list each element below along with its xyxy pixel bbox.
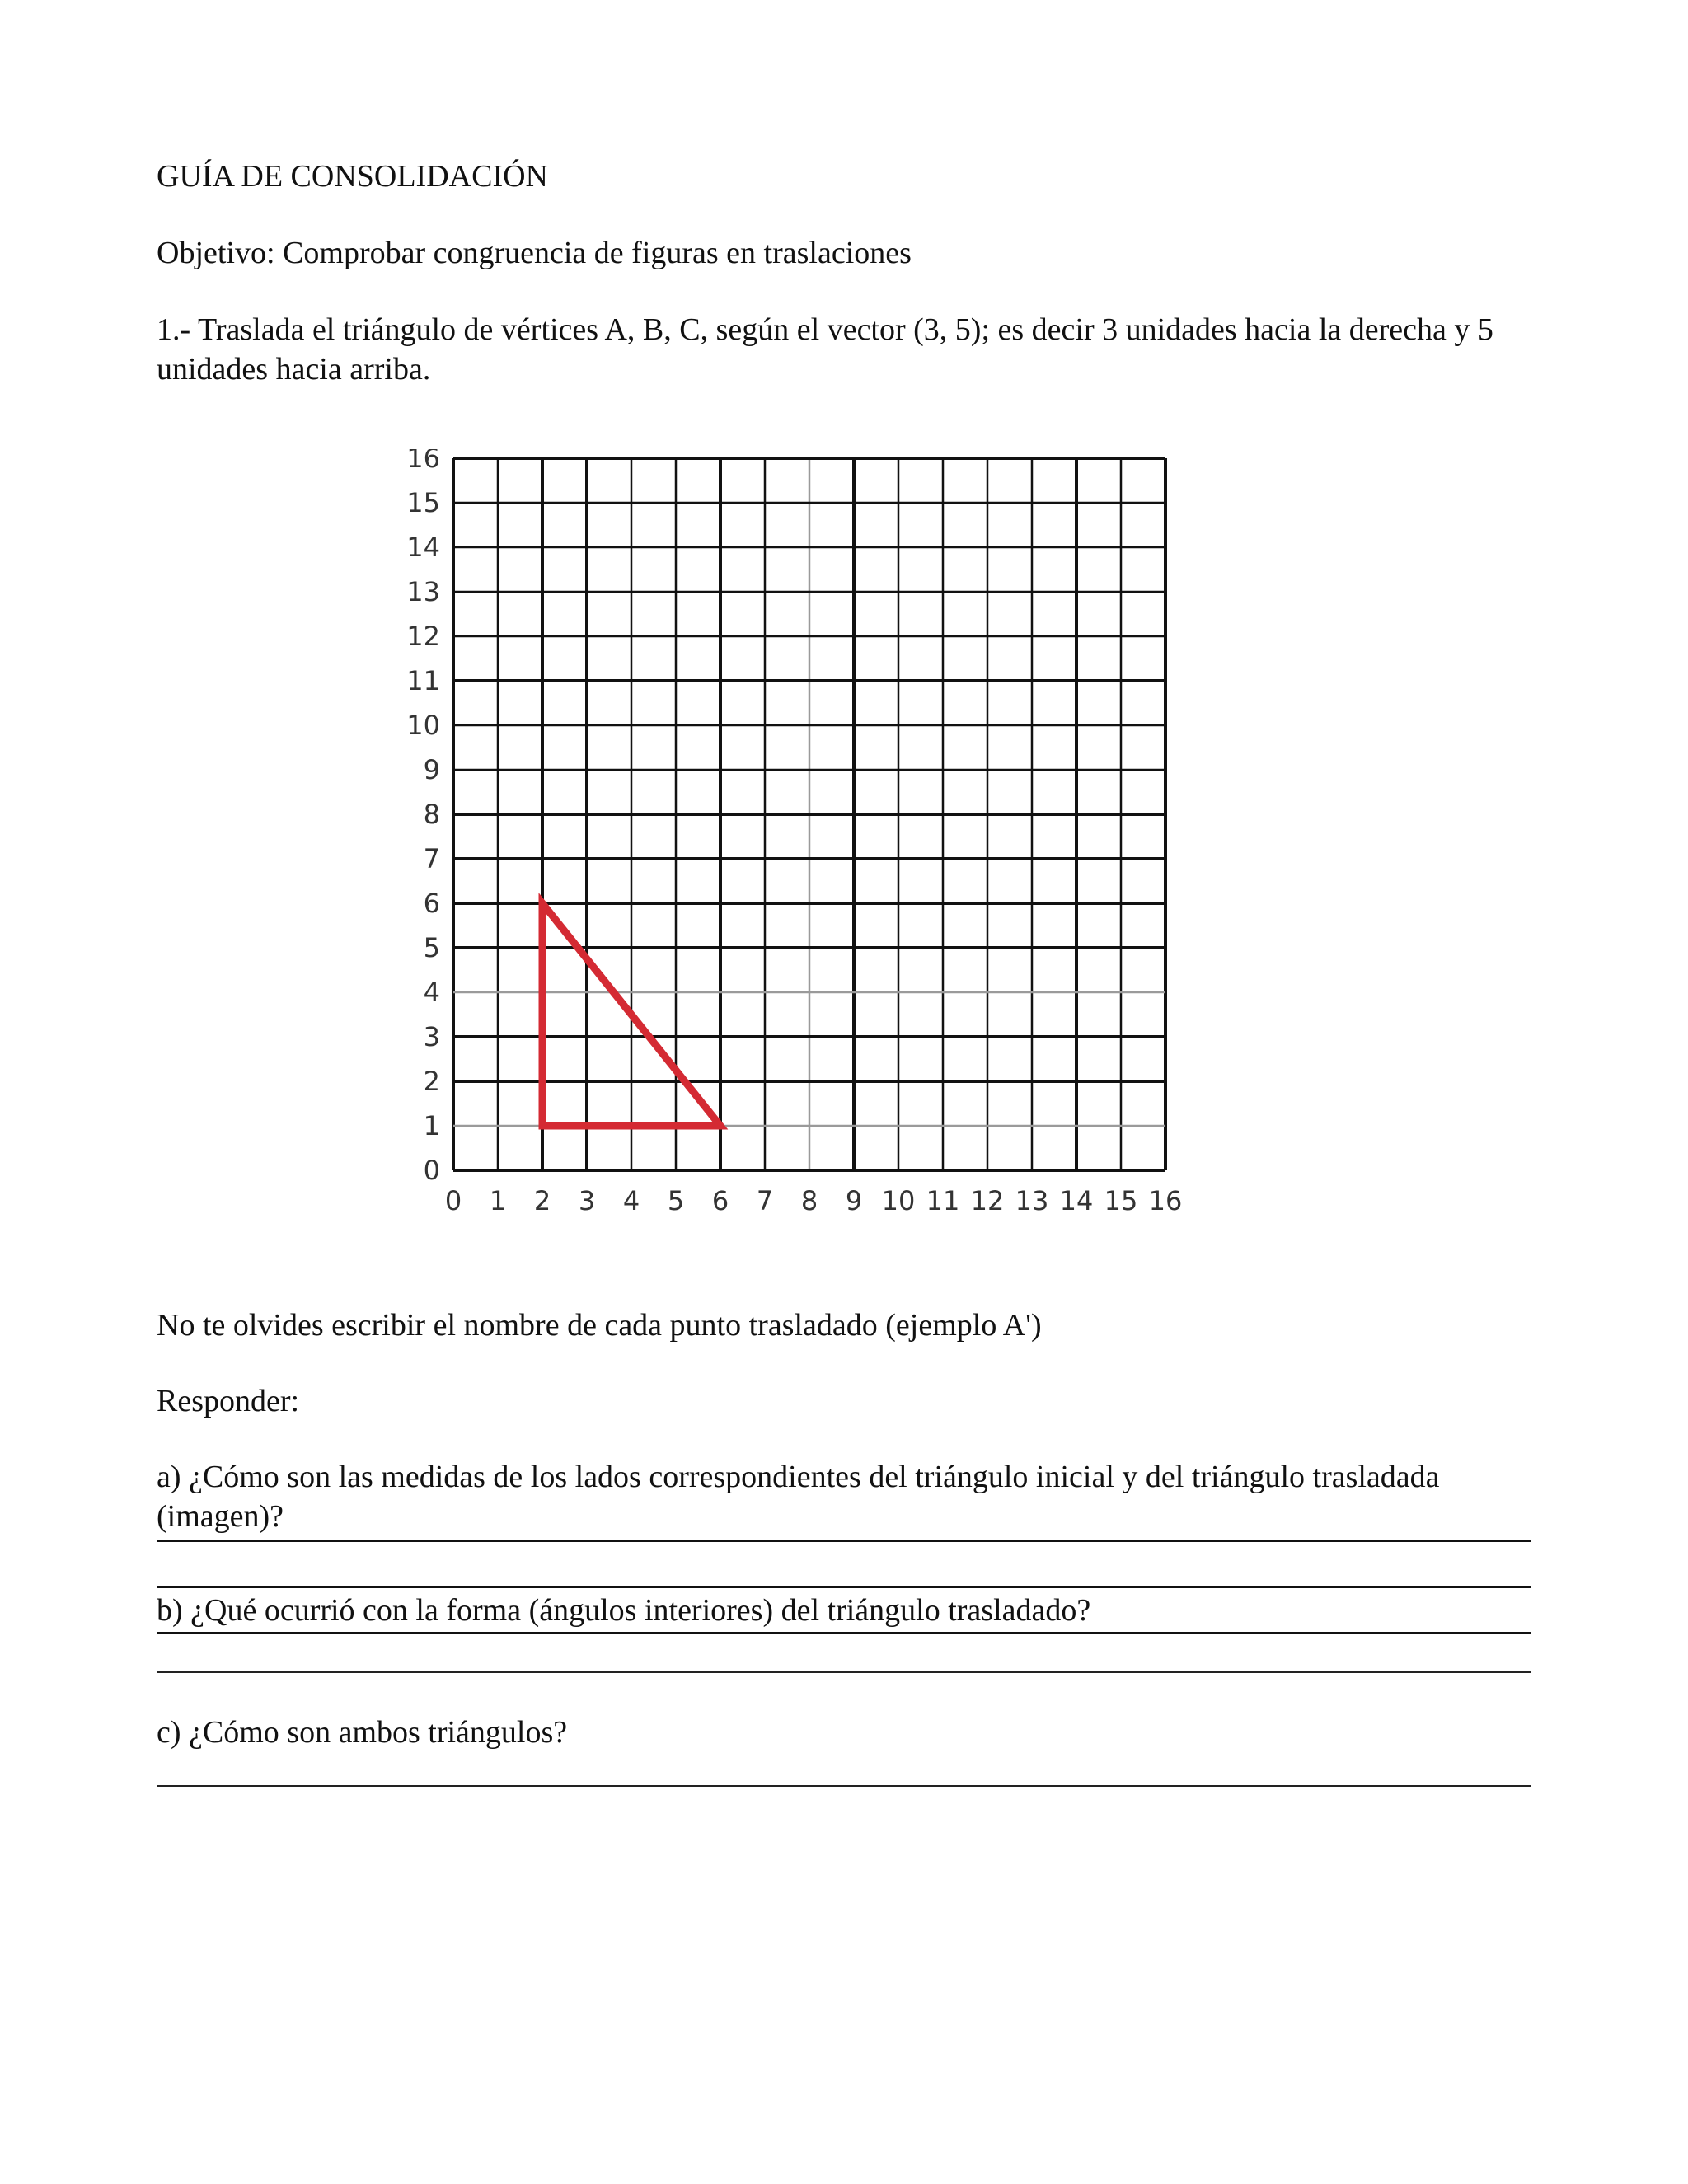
x-tick-label: 9 <box>845 1185 863 1216</box>
x-tick-label: 8 <box>800 1185 818 1216</box>
y-tick-label: 9 <box>423 754 440 785</box>
x-tick-label: 16 <box>1148 1185 1183 1216</box>
y-tick-label: 12 <box>406 621 440 652</box>
x-tick-label: 12 <box>970 1185 1005 1216</box>
y-tick-label: 5 <box>423 932 440 963</box>
y-tick-label: 6 <box>423 888 440 919</box>
responder-label: Responder: <box>157 1384 300 1418</box>
answer-line-b1[interactable] <box>157 1632 1531 1634</box>
y-tick-label: 15 <box>406 487 440 518</box>
x-tick-label: 7 <box>756 1185 774 1216</box>
y-tick-label: 10 <box>406 710 440 741</box>
answer-line-a1[interactable] <box>157 1540 1531 1542</box>
answer-line-a2[interactable] <box>157 1586 1531 1588</box>
y-tick-label: 7 <box>423 843 440 874</box>
y-tick-label: 11 <box>406 665 440 696</box>
y-tick-label: 16 <box>406 449 440 474</box>
y-tick-label: 2 <box>423 1066 440 1097</box>
note-text: No te olvides escribir el nombre de cada punto trasladado (ejemplo A') <box>157 1308 1042 1343</box>
worksheet-title: GUÍA DE CONSOLIDACIÓN <box>157 159 548 194</box>
y-tick-label: 8 <box>423 799 440 830</box>
question-a-text: a) ¿Cómo son las medidas de los lados correspondientes del triángulo inicial y del triángulo trasladada (imagen)? <box>157 1460 1440 1534</box>
x-tick-label: 4 <box>622 1185 640 1216</box>
answer-line-c1[interactable] <box>157 1785 1531 1787</box>
coordinate-grid <box>387 449 1278 1232</box>
x-tick-label: 5 <box>667 1185 685 1216</box>
y-tick-label: 14 <box>406 532 440 563</box>
question-1-text: 1.- Traslada el triángulo de vértices A, B, C, según el vector (3, 5); es decir 3 unidades hacia la derecha y 5 unidades hacia arriba. <box>157 312 1493 387</box>
y-tick-label: 4 <box>423 977 440 1008</box>
x-tick-label: 1 <box>489 1185 507 1216</box>
x-tick-label: 2 <box>533 1185 551 1216</box>
y-tick-label: 13 <box>406 576 440 607</box>
x-tick-label: 13 <box>1015 1185 1049 1216</box>
x-tick-label: 10 <box>881 1185 916 1216</box>
x-tick-label: 6 <box>711 1185 729 1216</box>
x-tick-label: 3 <box>578 1185 596 1216</box>
question-b-text: b) ¿Qué ocurrió con la forma (ángulos interiores) del triángulo trasladado? <box>157 1593 1091 1628</box>
grid-svg <box>387 449 1278 1232</box>
x-tick-label: 0 <box>444 1185 462 1216</box>
x-tick-label: 14 <box>1059 1185 1094 1216</box>
question-c-text: c) ¿Cómo son ambos triángulos? <box>157 1715 568 1750</box>
x-tick-label: 11 <box>926 1185 960 1216</box>
y-tick-label: 3 <box>423 1021 440 1052</box>
answer-line-b2[interactable] <box>157 1671 1531 1673</box>
y-tick-label: 1 <box>423 1110 440 1141</box>
x-tick-label: 15 <box>1104 1185 1138 1216</box>
objective-text: Objetivo: Comprobar congruencia de figuras en traslaciones <box>157 236 912 270</box>
y-tick-label: 0 <box>423 1155 440 1186</box>
